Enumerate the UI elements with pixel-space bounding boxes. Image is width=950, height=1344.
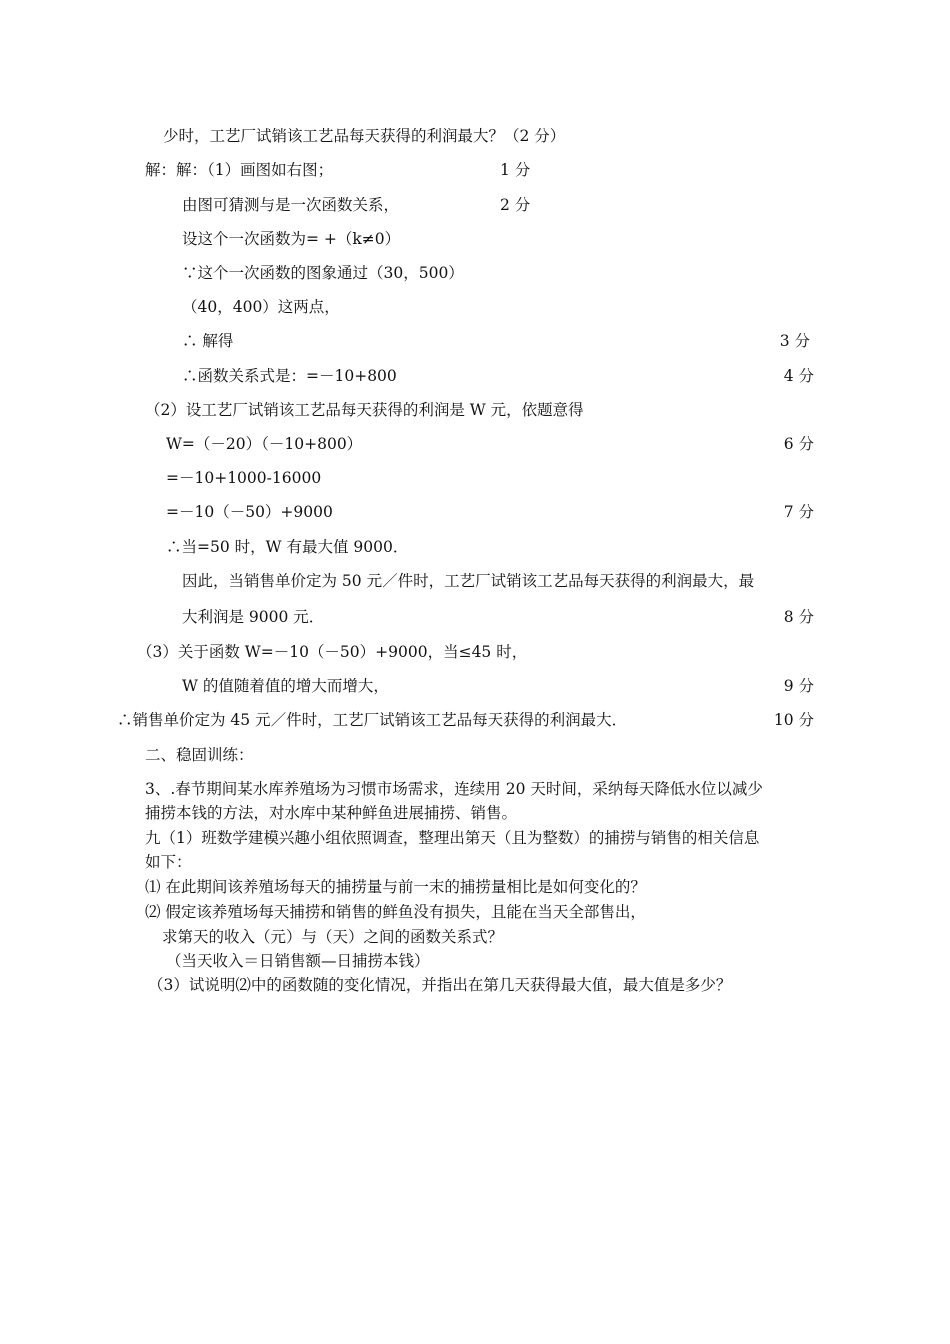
problem-3-q2-cont: 求第天的收入（元）与（天）之间的函数关系式？ [162, 928, 504, 946]
problem-3-survey-cont: 如下： [145, 853, 192, 871]
score-function: 4 分 [783, 367, 814, 385]
score-conclusion-2: 8 分 [783, 608, 814, 626]
solution-function: ∴函数关系式是：=－10+800 [182, 367, 397, 385]
score-vertex-form: 7 分 [783, 503, 814, 521]
solution-passes-through: ∵这个一次函数的图象通过（30，500） [182, 264, 464, 282]
profit-vertex-form: =－10（－50）+9000 [166, 503, 333, 521]
conclusion-part-2: 因此，当销售单价定为 50 元／件时，工艺厂试销该工艺品每天获得的利润最大，最 [182, 572, 755, 590]
solution-solve: ∴ 解得 [182, 332, 234, 350]
solution-guess: 由图可猜测与是一次函数关系， [182, 196, 400, 214]
score-step-1: 1 分 [500, 161, 531, 179]
problem-3-q1: ⑴ 在此期间该养殖场每天的捕捞量与前一末的捕捞量相比是如何变化的？ [145, 878, 646, 896]
problem-3-q2: ⑵ 假定该养殖场每天捕捞和销售的鲜鱼没有损失，且能在当天全部售出， [145, 903, 646, 921]
solution-part-2: （2）设工艺厂试销该工艺品每天获得的利润是 W 元，依题意得 [145, 401, 584, 419]
profit-maximum: ∴当=50 时，W 有最大值 9000． [166, 538, 409, 556]
conclusion-part-2-cont: 大利润是 9000 元． [182, 608, 325, 626]
score-profit-formula: 6 分 [783, 435, 814, 453]
solution-part-3: （3）关于函数 W=－10（－50）+9000，当≤45 时， [137, 643, 528, 661]
section-heading: 二、稳固训练： [145, 746, 254, 764]
problem-3-q2-note: （当天收入＝日销售额—日捕捞本钱） [166, 952, 430, 970]
score-final: 10 分 [773, 711, 814, 729]
problem-3-q3: （3）试说明⑵中的函数随的变化情况，并指出在第几天获得最大值，最大值是多少？ [148, 976, 732, 994]
increasing-statement: W 的值随着值的增大而增大， [182, 677, 389, 695]
solution-step-1: 解：解：（1）画图如右图； [145, 161, 334, 179]
problem-3-text: 3、.春节期间某水库养殖场为习惯市场需求，连续用 20 天时间，采纳每天降低水位以减少 [145, 780, 763, 798]
profit-formula: W=（－20）（－10+800） [166, 435, 363, 453]
score-increasing: 9 分 [783, 677, 814, 695]
problem-3-text-cont: 捕捞本钱的方法，对水库中某种鲜鱼进展捕捞、销售。 [145, 804, 518, 822]
final-conclusion: ∴销售单价定为 45 元／件时，工艺厂试销该工艺品每天获得的利润最大． [117, 711, 628, 729]
problem-3-survey: 九（1）班数学建模兴趣小组依照调查，整理出第天（且为整数）的捕捞与销售的相关信息 [145, 829, 760, 847]
question-tail: 少时，工艺厂试销该工艺品每天获得的利润最大？（2 分） [163, 127, 566, 145]
score-solve: 3 分 [779, 332, 810, 350]
solution-assume: 设这个一次函数为= +（k≠0） [182, 230, 401, 248]
solution-two-points: （40，400）这两点， [182, 298, 340, 316]
profit-expanded: =－10+1000-16000 [166, 469, 322, 487]
score-guess: 2 分 [500, 196, 531, 214]
